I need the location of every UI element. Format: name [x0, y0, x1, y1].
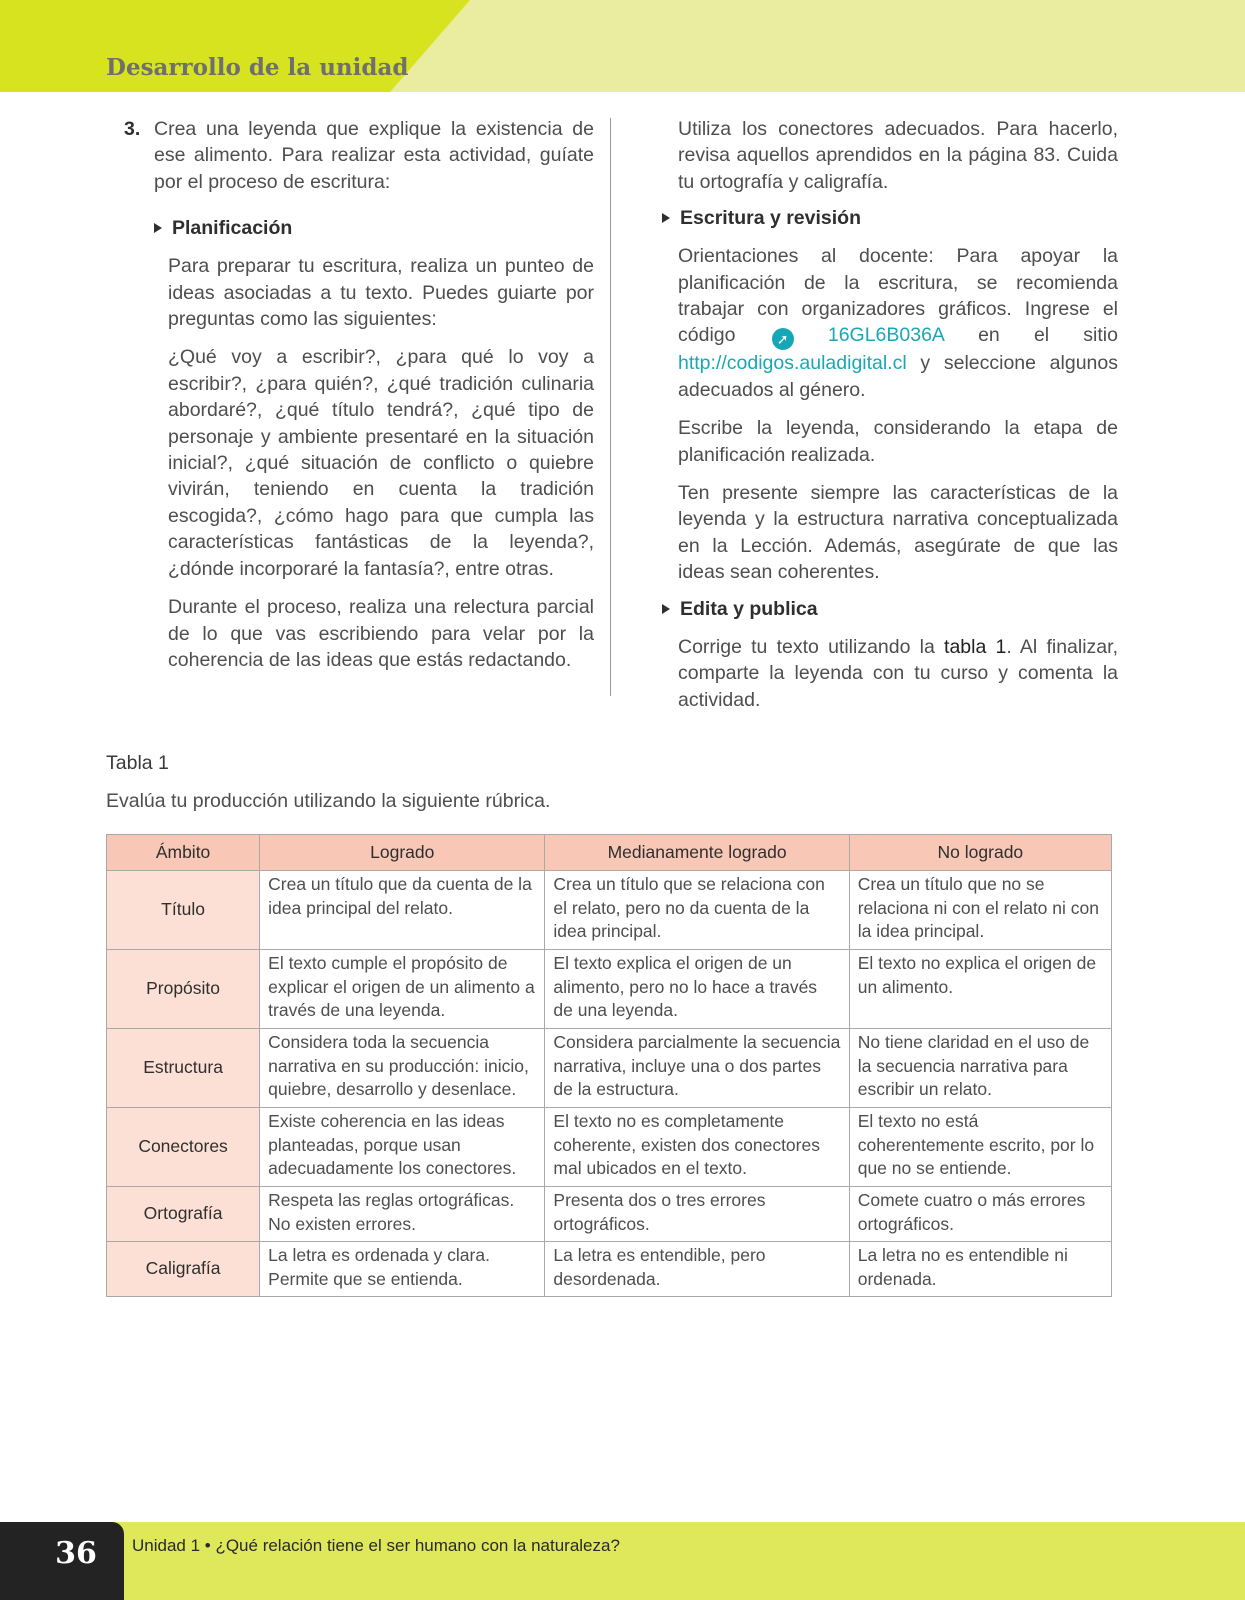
paragraph: [678, 634, 1118, 713]
note-text: en el sitio: [978, 324, 1118, 347]
triangle-bullet-icon: [662, 213, 670, 223]
triangle-bullet-icon: [662, 604, 670, 614]
table-cell: No tiene claridad en el uso de la secuencia narrativa para escribir un relato.: [849, 1029, 1111, 1108]
activity-item: [124, 116, 594, 195]
page-number: 36: [55, 1536, 97, 1571]
table-cell: La letra no es entendible ni ordenada.: [849, 1242, 1111, 1297]
table-header-row: [107, 835, 1112, 871]
table-cell: La letra es ordenada y clara. Permite que se entienda.: [260, 1242, 545, 1297]
table-cell: Respeta las reglas ortográficas. No existen errores.: [260, 1187, 545, 1242]
table-row: [107, 1108, 1112, 1187]
triangle-bullet-icon: [154, 223, 162, 233]
row-header: Propósito: [107, 950, 260, 1029]
table-row: [107, 1187, 1112, 1242]
page-header: [0, 0, 1245, 92]
rubric-table: [106, 834, 1112, 1297]
code-link[interactable]: 16GL6B036A: [827, 324, 944, 347]
right-column: [678, 116, 1118, 713]
table-cell: Crea un título que da cuenta de la idea principal del relato.: [260, 871, 545, 950]
rocket-icon: ➚: [772, 328, 794, 350]
row-header: Caligrafía: [107, 1242, 260, 1297]
row-header: Estructura: [107, 1029, 260, 1108]
table-reference: tabla 1: [944, 635, 1007, 658]
table-cell: El texto explica el origen de un alimento, pero no lo hace a través de una leyenda.: [545, 950, 849, 1029]
paragraph: Durante el proceso, realiza una relectura parcial de lo que vas escribiendo para velar por la coherencia de las ideas que estás redactando.: [168, 596, 594, 671]
note-text: y seleccione algunos adecuados al género.: [678, 352, 1118, 401]
text-part: Corrige tu texto utilizando la: [678, 635, 935, 658]
table-cell: El texto no es completamente coherente, existen dos conectores mal ubicados en el texto.: [545, 1108, 849, 1187]
table-row: [107, 871, 1112, 950]
heading-edita: [662, 596, 1118, 622]
table-subtitle: Evalúa tu producción utilizando la siguiente rúbrica.: [106, 790, 551, 812]
paragraph: Ten presente siempre las características de la leyenda y la estructura narrativa conceptualizada en la Lección. Además, asegúrate de que las ideas sean coherentes.: [678, 482, 1118, 584]
section-title: Desarrollo de la unidad: [106, 54, 409, 81]
teacher-note: [678, 243, 1118, 403]
table-cell: Comete cuatro o más errores ortográficos.: [849, 1187, 1111, 1242]
url-link[interactable]: http://codigos.auladigital.cl: [678, 352, 907, 375]
column-header: Medianamente logrado: [545, 835, 849, 871]
table-row: [107, 1029, 1112, 1108]
activity-intro: Crea una leyenda que explique la existencia de ese alimento. Para realizar esta actividad, guíate por el proceso de escritura:: [154, 118, 594, 193]
table-cell: Crea un título que se relaciona con el relato, pero no da cuenta de la idea principal.: [545, 871, 849, 950]
heading-label: Planificación: [172, 217, 293, 240]
planificacion-body: [168, 253, 594, 673]
column-divider: [610, 118, 611, 696]
table-cell: Considera toda la secuencia narrativa en su producción: inicio, quiebre, desarrollo y desenlace.: [260, 1029, 545, 1108]
row-header: Conectores: [107, 1108, 260, 1187]
left-column: [124, 116, 594, 673]
unit-title: Unidad 1 • ¿Qué relación tiene el ser humano con la naturaleza?: [132, 1536, 620, 1555]
column-header: Logrado: [260, 835, 545, 871]
heading-label: Escritura y revisión: [680, 207, 862, 230]
heading-label: Edita y publica: [680, 597, 818, 620]
text-part: . Al finalizar, comparte la leyenda con tu curso y comenta la actividad.: [678, 635, 1118, 711]
table-row: [107, 1242, 1112, 1297]
table-cell: El texto cumple el propósito de explicar el origen de un alimento a través de una leyenda.: [260, 950, 545, 1029]
table-cell: El texto no está coherentemente escrito, por lo que no se entiende.: [849, 1108, 1111, 1187]
table-row: [107, 950, 1112, 1029]
column-header: No logrado: [849, 835, 1111, 871]
note-text: Orientaciones al docente: Para apoyar la planificación de la escritura, se recomienda trabajar con organizadores gráficos. Ingrese el código: [678, 245, 1118, 347]
row-header: Ortografía: [107, 1187, 260, 1242]
table-cell: Crea un título que no se relaciona ni con el relato ni con la idea principal.: [849, 871, 1111, 950]
table-cell: La letra es entendible, pero desordenada.: [545, 1242, 849, 1297]
table-title: Tabla 1: [106, 752, 169, 774]
page-footer: [0, 1522, 1245, 1600]
table-cell: Considera parcialmente la secuencia narrativa, incluye una o dos partes de la estructura.: [545, 1029, 849, 1108]
heading-escritura: [662, 205, 1118, 231]
paragraph: Para preparar tu escritura, realiza un punteo de ideas asociadas a tu texto. Puedes guiarte por preguntas como las siguientes:: [168, 255, 594, 331]
table-cell: Existe coherencia en las ideas planteadas, porque usan adecuadamente los conectores.: [260, 1108, 545, 1187]
paragraph: Escribe la leyenda, considerando la etapa de planificación realizada.: [678, 417, 1118, 466]
table-cell: Presenta dos o tres errores ortográficos.: [545, 1187, 849, 1242]
activity-number: 3.: [124, 118, 141, 140]
table-cell: El texto no explica el origen de un alimento.: [849, 950, 1111, 1029]
column-header: Ámbito: [107, 835, 260, 871]
row-header: Título: [107, 871, 260, 950]
paragraph: Utiliza los conectores adecuados. Para hacerlo, revisa aquellos aprendidos en la página 83. Cuida tu ortografía y caligrafía.: [678, 118, 1118, 193]
paragraph: ¿Qué voy a escribir?, ¿para qué lo voy a escribir?, ¿para quién?, ¿qué tradición culinaria abordaré?, ¿qué título tendrá?, ¿qué tipo de personaje y ambiente presentaré en la situación inicial?, ¿qué situación de conflicto o quiebre vivirán, teniendo en cuenta la tradición escogida?, ¿cómo hago para que cumpla las características fantásticas de la leyenda?, ¿dónde incorporaré la fantasía?, entre otras.: [168, 346, 594, 580]
heading-planificacion: [154, 215, 594, 241]
